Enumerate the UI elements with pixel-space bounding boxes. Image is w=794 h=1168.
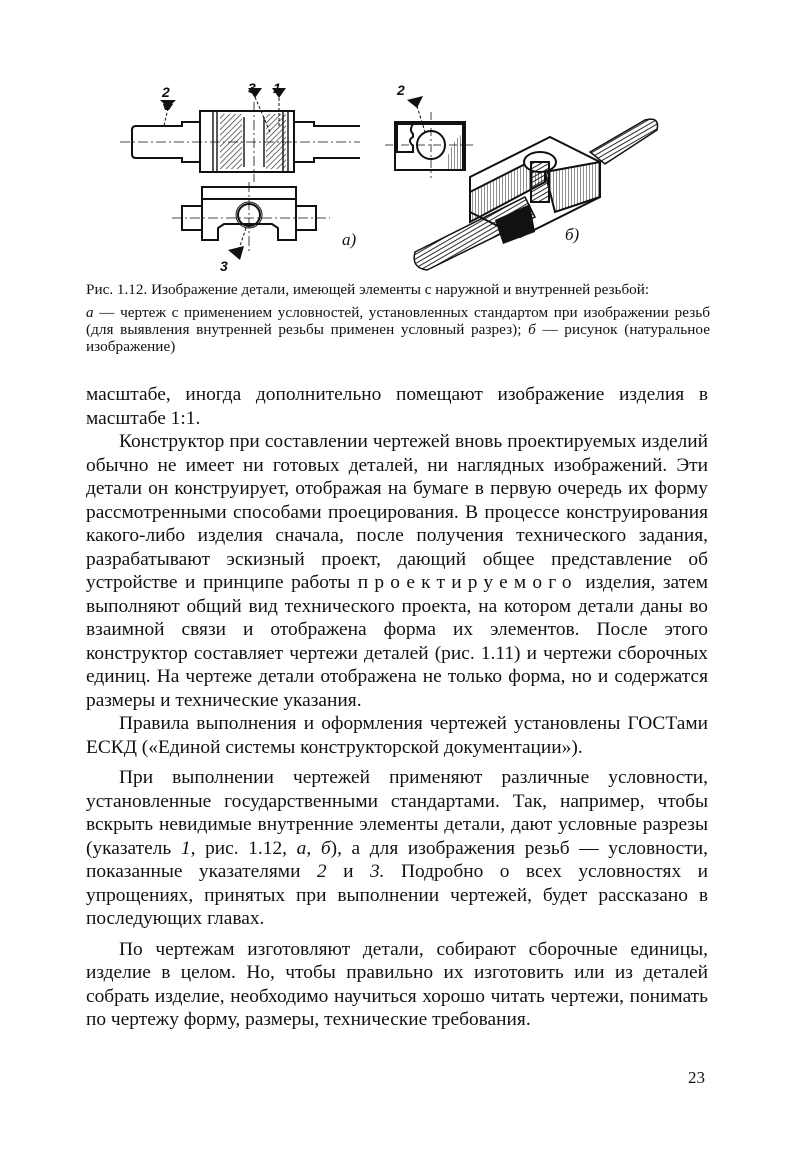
page-number: 23 <box>688 1068 705 1087</box>
figure-caption <box>86 281 710 355</box>
callout-2-a: 2 <box>162 84 170 100</box>
callout-1-a: 1 <box>273 80 281 96</box>
figure-1-12 <box>120 82 710 277</box>
figure-label-b: б) <box>565 225 580 244</box>
paragraph-eskd: Правила выполнения и оформления чертежей установлены ГОСТами ЕСКД («Единой системы конструкторской документации»). <box>86 713 708 758</box>
callout-3-a-top: 3 <box>248 80 256 96</box>
callout-3-a-bottom: 3 <box>220 258 228 274</box>
pictorial-drawing-b <box>385 82 705 277</box>
body-text <box>86 383 708 1032</box>
caption-marker-a: а <box>86 304 94 321</box>
caption-title: Рис. 1.12. Изображение детали, имеющей элементы с наружной и внутренней резьбой: <box>86 281 650 298</box>
paragraph-continued: масштабе, иногда дополнительно помещают изображение изделия в масштабе 1:1. <box>86 384 708 429</box>
spaced-emphasis: проектируемого <box>357 572 578 593</box>
paragraph-designer: Конструктор при составлении чертежей вновь проектируемых изделий обычно не имеет ни готовых деталей, ни наглядных изображений. Эти детали он конструирует, отображая на бумаге в первую очередь их форму рассмотренными способами проецирования. В процессе конструирования какого-либо изделия сначала, после получения технического задания, разрабатывают эскизный проект, дающий общее представление об устройстве и принципе работы проектируемого изделия, затем выполняют общий вид технического проекта, на котором детали даны во взаимной связи и отображена форма их элементов. После этого конструктор составляет чертежи деталей (рис. 1.11) и чертежи сборочных единиц. На чертеже детали отображена не только форма, но и содержатся размеры и технические указания. <box>86 431 709 711</box>
paragraph-conventions: При выполнении чертежей применяют различные условности, установленные государственными стандартами. Так, например, чтобы вскрыть невидимые внутренние элементы детали, дают условные разрезы (указатель 1, рис. 1.12, а, б), а для изображения резьб — условности, показанные указателями 2 и 3. Подробно о всех условностях и упрощениях, принятых при выполнении чертежей, будет рассказано в последующих главах. <box>86 767 708 929</box>
caption-marker-b: б <box>528 321 536 338</box>
paragraph-reading-drawings: По чертежам изготовляют детали, собирают сборочные единицы, изделие в целом. Но, чтобы правильно их изготовить или из деталей собрать изделие, необходимо научиться хорошо читать чертежи, понимать по чертежу форму, размеры, технические требования. <box>86 938 708 1030</box>
caption-description: а — чертеж с применением условностей, установленных стандартом при изображении резьб (для выявления внутренней резьбы применен условный разрез); б — рисунок (натуральное изображение) <box>86 304 711 355</box>
figure-label-a: а) <box>342 230 357 249</box>
technical-drawing-a <box>120 82 360 277</box>
callout-2-b: 2 <box>397 82 405 98</box>
